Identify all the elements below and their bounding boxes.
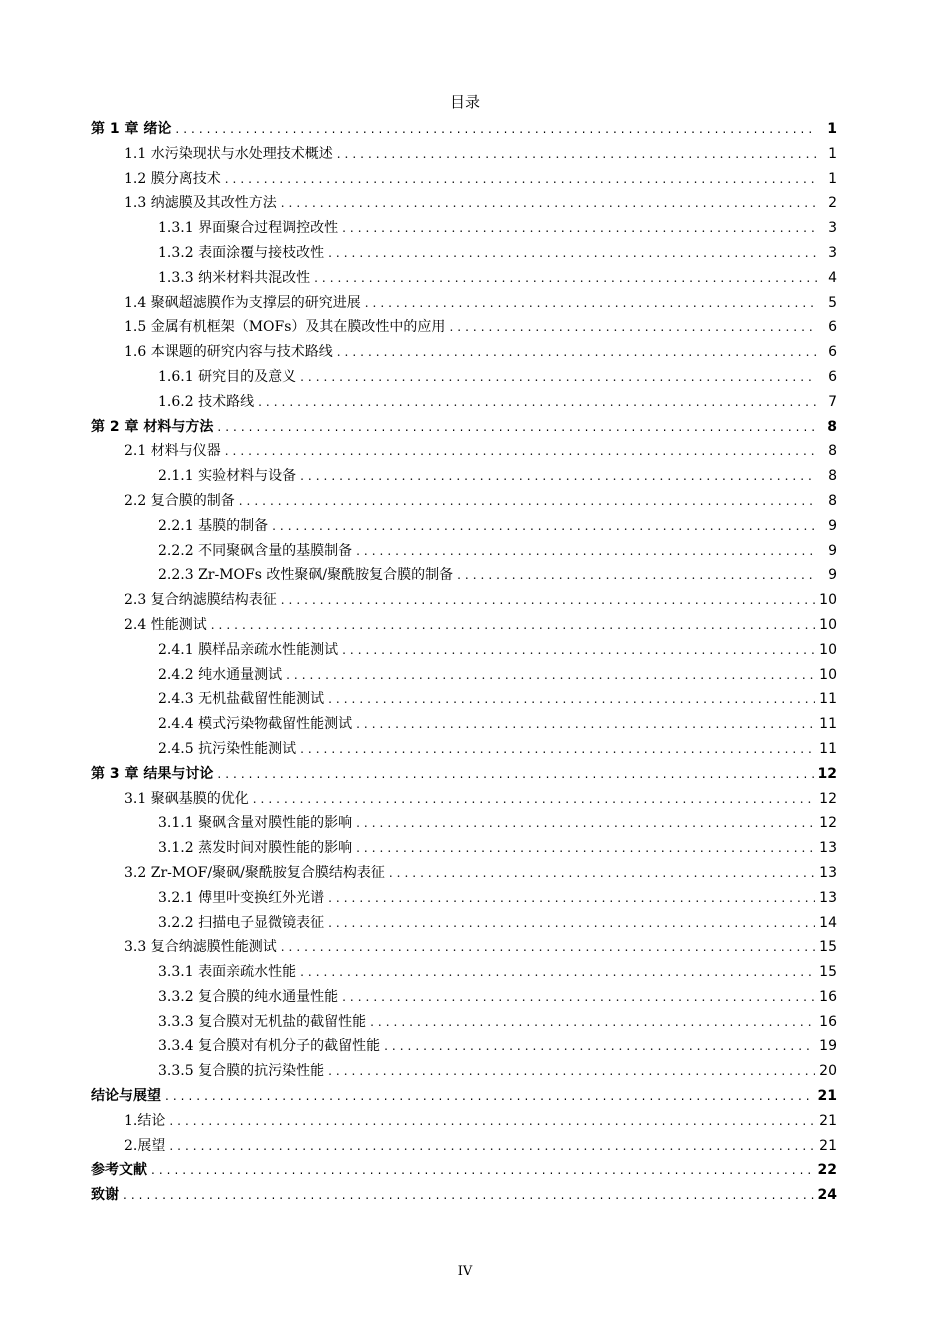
toc-entry-page: 15: [819, 939, 837, 956]
toc-entry[interactable]: [91, 216, 837, 241]
toc-entry[interactable]: [91, 1158, 837, 1183]
toc-entry-page: 1: [828, 145, 837, 162]
toc-entry-label: 2.展望: [124, 1137, 166, 1154]
toc-entry[interactable]: [91, 613, 837, 638]
toc-entry[interactable]: [91, 1059, 837, 1084]
toc-dot-leader: [389, 861, 815, 886]
toc-entry-label: 1.6.1 研究目的及意义: [158, 368, 297, 385]
toc-dot-leader: [286, 663, 815, 688]
toc-dot-leader: [272, 514, 817, 539]
toc-entry-page: 10: [819, 592, 837, 609]
toc-entry-label: 3.2.2 扫描电子显微镜表征: [158, 914, 325, 931]
toc-entry-page: 21: [819, 1137, 837, 1154]
toc-dot-leader: [342, 216, 817, 241]
toc-dot-leader: [300, 464, 817, 489]
toc-dot-leader: [457, 563, 817, 588]
toc-entry-label: 1.6 本课题的研究内容与技术路线: [124, 344, 333, 361]
toc-dot-leader: [175, 117, 817, 142]
toc-dot-leader: [151, 1158, 814, 1183]
toc-entry[interactable]: [91, 340, 837, 365]
toc-entry-page: 10: [819, 616, 837, 633]
toc-entry-label: 3.3.3 复合膜对无机盐的截留性能: [158, 1013, 367, 1030]
toc-dot-leader: [328, 687, 815, 712]
toc-entry-label: 1.3.2 表面涂覆与接枝改性: [158, 244, 325, 261]
toc-entry[interactable]: [91, 1183, 837, 1208]
toc-entry-page: 6: [828, 319, 837, 336]
toc-dot-leader: [281, 191, 817, 216]
toc-entry[interactable]: [91, 514, 837, 539]
toc-entry-page: 11: [819, 716, 837, 733]
toc-entry[interactable]: [91, 935, 837, 960]
toc-entry-label: 2.4.2 纯水通量测试: [158, 666, 283, 683]
toc-entry[interactable]: [91, 712, 837, 737]
toc-entry[interactable]: [91, 811, 837, 836]
toc-entry-label: 第 3 章 结果与讨论: [91, 765, 214, 782]
toc-entry-label: 1.4 聚砜超滤膜作为支撑层的研究进展: [124, 294, 361, 311]
toc-dot-leader: [169, 1109, 815, 1134]
toc-dot-leader: [314, 266, 817, 291]
toc-entry-page: 8: [828, 443, 837, 460]
toc-entry[interactable]: [91, 241, 837, 266]
toc-entry[interactable]: [91, 762, 837, 787]
toc-entry-page: 8: [828, 492, 837, 509]
toc-entry-label: 3.1.1 聚砜含量对膜性能的影响: [158, 815, 353, 832]
toc-entry-page: 9: [828, 567, 837, 584]
toc-entry-page: 13: [819, 864, 837, 881]
toc-entry-page: 20: [819, 1063, 837, 1080]
toc-dot-leader: [328, 886, 815, 911]
toc-entry[interactable]: [91, 886, 837, 911]
toc-dot-leader: [300, 737, 815, 762]
toc-dot-leader: [365, 291, 817, 316]
toc-entry[interactable]: [91, 439, 837, 464]
toc-entry-page: 10: [819, 641, 837, 658]
toc-entry-label: 2.2.3 Zr-MOFs 改性聚砜/聚酰胺复合膜的制备: [158, 567, 454, 584]
toc-list: [91, 117, 837, 1208]
toc-entry[interactable]: [91, 1034, 837, 1059]
toc-entry-label: 3.2.1 傅里叶变换红外光谱: [158, 889, 325, 906]
toc-entry-label: 1.5 金属有机框架（MOFs）及其在膜改性中的应用: [124, 319, 446, 336]
toc-entry-page: 7: [828, 393, 837, 410]
toc-entry[interactable]: [91, 787, 837, 812]
toc-entry-label: 3.1 聚砜基膜的优化: [124, 790, 249, 807]
toc-dot-leader: [337, 142, 817, 167]
toc-entry[interactable]: [91, 291, 837, 316]
toc-dot-leader: [342, 985, 815, 1010]
toc-entry[interactable]: [91, 836, 837, 861]
toc-dot-leader: [337, 340, 817, 365]
toc-entry-label: 2.2.2 不同聚砜含量的基膜制备: [158, 542, 353, 559]
toc-entry[interactable]: [91, 390, 837, 415]
toc-entry-page: 21: [819, 1112, 837, 1129]
toc-dot-leader: [356, 539, 817, 564]
toc-entry-page: 10: [819, 666, 837, 683]
toc-dot-leader: [123, 1183, 814, 1208]
toc-entry-label: 2.2.1 基膜的制备: [158, 517, 269, 534]
toc-entry-page: 9: [828, 517, 837, 534]
toc-entry-label: 3.3.1 表面亲疏水性能: [158, 964, 297, 981]
toc-entry-page: 1: [828, 170, 837, 187]
toc-entry[interactable]: [91, 1010, 837, 1035]
toc-dot-leader: [253, 787, 815, 812]
toc-entry[interactable]: [91, 1109, 837, 1134]
toc-entry[interactable]: [91, 911, 837, 936]
toc-entry[interactable]: [91, 539, 837, 564]
footer-page-number: IV: [457, 1264, 473, 1279]
toc-entry-label: 1.3 纳滤膜及其改性方法: [124, 195, 277, 212]
toc-entry[interactable]: [91, 191, 837, 216]
toc-entry[interactable]: [91, 861, 837, 886]
toc-entry-label: 结论与展望: [91, 1088, 161, 1105]
toc-entry[interactable]: [91, 563, 837, 588]
toc-entry-page: 2: [828, 195, 837, 212]
toc-entry-page: 12: [817, 765, 837, 782]
toc-dot-leader: [328, 911, 815, 936]
toc-entry[interactable]: [91, 315, 837, 340]
toc-entry-page: 5: [828, 294, 837, 311]
toc-dot-leader: [169, 1134, 815, 1159]
toc-entry-label: 1.1 水污染现状与水处理技术概述: [124, 145, 333, 162]
toc-entry-label: 1.结论: [124, 1112, 166, 1129]
toc-entry[interactable]: [91, 638, 837, 663]
toc-entry-page: 13: [819, 840, 837, 857]
toc-entry[interactable]: [91, 464, 837, 489]
toc-dot-leader: [356, 836, 815, 861]
toc-entry-page: 14: [819, 914, 837, 931]
toc-dot-leader: [370, 1010, 815, 1035]
toc-entry-label: 2.2 复合膜的制备: [124, 492, 235, 509]
toc-entry-label: 2.4.1 膜样品亲疏水性能测试: [158, 641, 339, 658]
toc-dot-leader: [300, 960, 815, 985]
toc-entry-page: 15: [819, 964, 837, 981]
toc-entry-page: 21: [817, 1088, 837, 1105]
toc-entry-page: 11: [819, 691, 837, 708]
toc-entry-page: 1: [827, 121, 837, 137]
toc-entry-page: 11: [819, 740, 837, 757]
toc-entry[interactable]: [91, 687, 837, 712]
toc-dot-leader: [356, 811, 815, 836]
toc-dot-leader: [328, 241, 817, 266]
toc-entry-page: 9: [828, 542, 837, 559]
toc-entry[interactable]: [91, 142, 837, 167]
toc-entry-page: 4: [828, 269, 837, 286]
toc-entry-label: 2.4.4 模式污染物截留性能测试: [158, 716, 353, 733]
toc-entry-label: 1.3.1 界面聚合过程调控改性: [158, 220, 339, 237]
toc-entry-label: 3.3.4 复合膜对有机分子的截留性能: [158, 1038, 381, 1055]
toc-entry[interactable]: [91, 489, 837, 514]
toc-entry-page: 3: [828, 220, 837, 237]
toc-entry-page: 8: [828, 468, 837, 485]
toc-dot-leader: [342, 638, 815, 663]
toc-entry-label: 3.3 复合纳滤膜性能测试: [124, 939, 277, 956]
toc-dot-leader: [225, 439, 817, 464]
toc-entry-label: 2.3 复合纳滤膜结构表征: [124, 592, 277, 609]
toc-entry[interactable]: [91, 985, 837, 1010]
toc-dot-leader: [239, 489, 817, 514]
toc-entry-page: 16: [819, 988, 837, 1005]
toc-dot-leader: [217, 415, 817, 440]
toc-entry-label: 1.3.3 纳米材料共混改性: [158, 269, 311, 286]
toc-entry-label: 第 1 章 绪论: [91, 121, 172, 137]
toc-title: 目录: [449, 93, 480, 111]
toc-entry-label: 3.2 Zr-MOF/聚砜/聚酰胺复合膜结构表征: [124, 864, 385, 881]
toc-entry-page: 12: [819, 790, 837, 807]
toc-entry[interactable]: [91, 1134, 837, 1159]
toc-entry[interactable]: [91, 415, 837, 440]
toc-entry[interactable]: [91, 117, 837, 142]
toc-entry[interactable]: [91, 266, 837, 291]
toc-dot-leader: [356, 712, 815, 737]
toc-entry-label: 2.1.1 实验材料与设备: [158, 468, 297, 485]
toc-entry[interactable]: [91, 365, 837, 390]
toc-entry-page: 16: [819, 1013, 837, 1030]
toc-dot-leader: [258, 390, 817, 415]
toc-entry-page: 6: [828, 344, 837, 361]
toc-dot-leader: [281, 935, 815, 960]
toc-entry[interactable]: [91, 663, 837, 688]
toc-entry[interactable]: [91, 737, 837, 762]
toc-dot-leader: [281, 588, 815, 613]
toc-dot-leader: [211, 613, 815, 638]
toc-entry-label: 3.3.2 复合膜的纯水通量性能: [158, 988, 339, 1005]
toc-entry-page: 24: [817, 1187, 837, 1204]
toc-dot-leader: [300, 365, 817, 390]
toc-dot-leader: [217, 762, 813, 787]
toc-entry[interactable]: [91, 167, 837, 192]
toc-entry-label: 2.4.3 无机盐截留性能测试: [158, 691, 325, 708]
toc-entry-page: 3: [828, 244, 837, 261]
toc-entry-page: 13: [819, 889, 837, 906]
toc-dot-leader: [449, 315, 817, 340]
toc-entry-label: 致谢: [91, 1187, 119, 1204]
toc-dot-leader: [384, 1034, 815, 1059]
toc-entry-label: 参考文献: [91, 1162, 147, 1179]
toc-dot-leader: [328, 1059, 815, 1084]
toc-entry-label: 1.2 膜分离技术: [124, 170, 221, 187]
toc-entry-page: 6: [828, 368, 837, 385]
toc-entry-page: 8: [827, 418, 837, 435]
toc-entry-page: 19: [819, 1038, 837, 1055]
toc-entry-label: 2.4.5 抗污染性能测试: [158, 740, 297, 757]
toc-entry-label: 第 2 章 材料与方法: [91, 418, 214, 435]
toc-entry-page: 12: [819, 815, 837, 832]
toc-entry-page: 22: [817, 1162, 837, 1179]
toc-entry[interactable]: [91, 1084, 837, 1109]
toc-entry-label: 3.3.5 复合膜的抗污染性能: [158, 1063, 325, 1080]
toc-entry[interactable]: [91, 960, 837, 985]
toc-dot-leader: [165, 1084, 814, 1109]
toc-dot-leader: [225, 167, 817, 192]
toc-entry-label: 3.1.2 蒸发时间对膜性能的影响: [158, 840, 353, 857]
toc-entry-label: 2.1 材料与仪器: [124, 443, 221, 460]
toc-entry-label: 2.4 性能测试: [124, 616, 207, 633]
toc-entry-label: 1.6.2 技术路线: [158, 393, 255, 410]
toc-entry[interactable]: [91, 588, 837, 613]
